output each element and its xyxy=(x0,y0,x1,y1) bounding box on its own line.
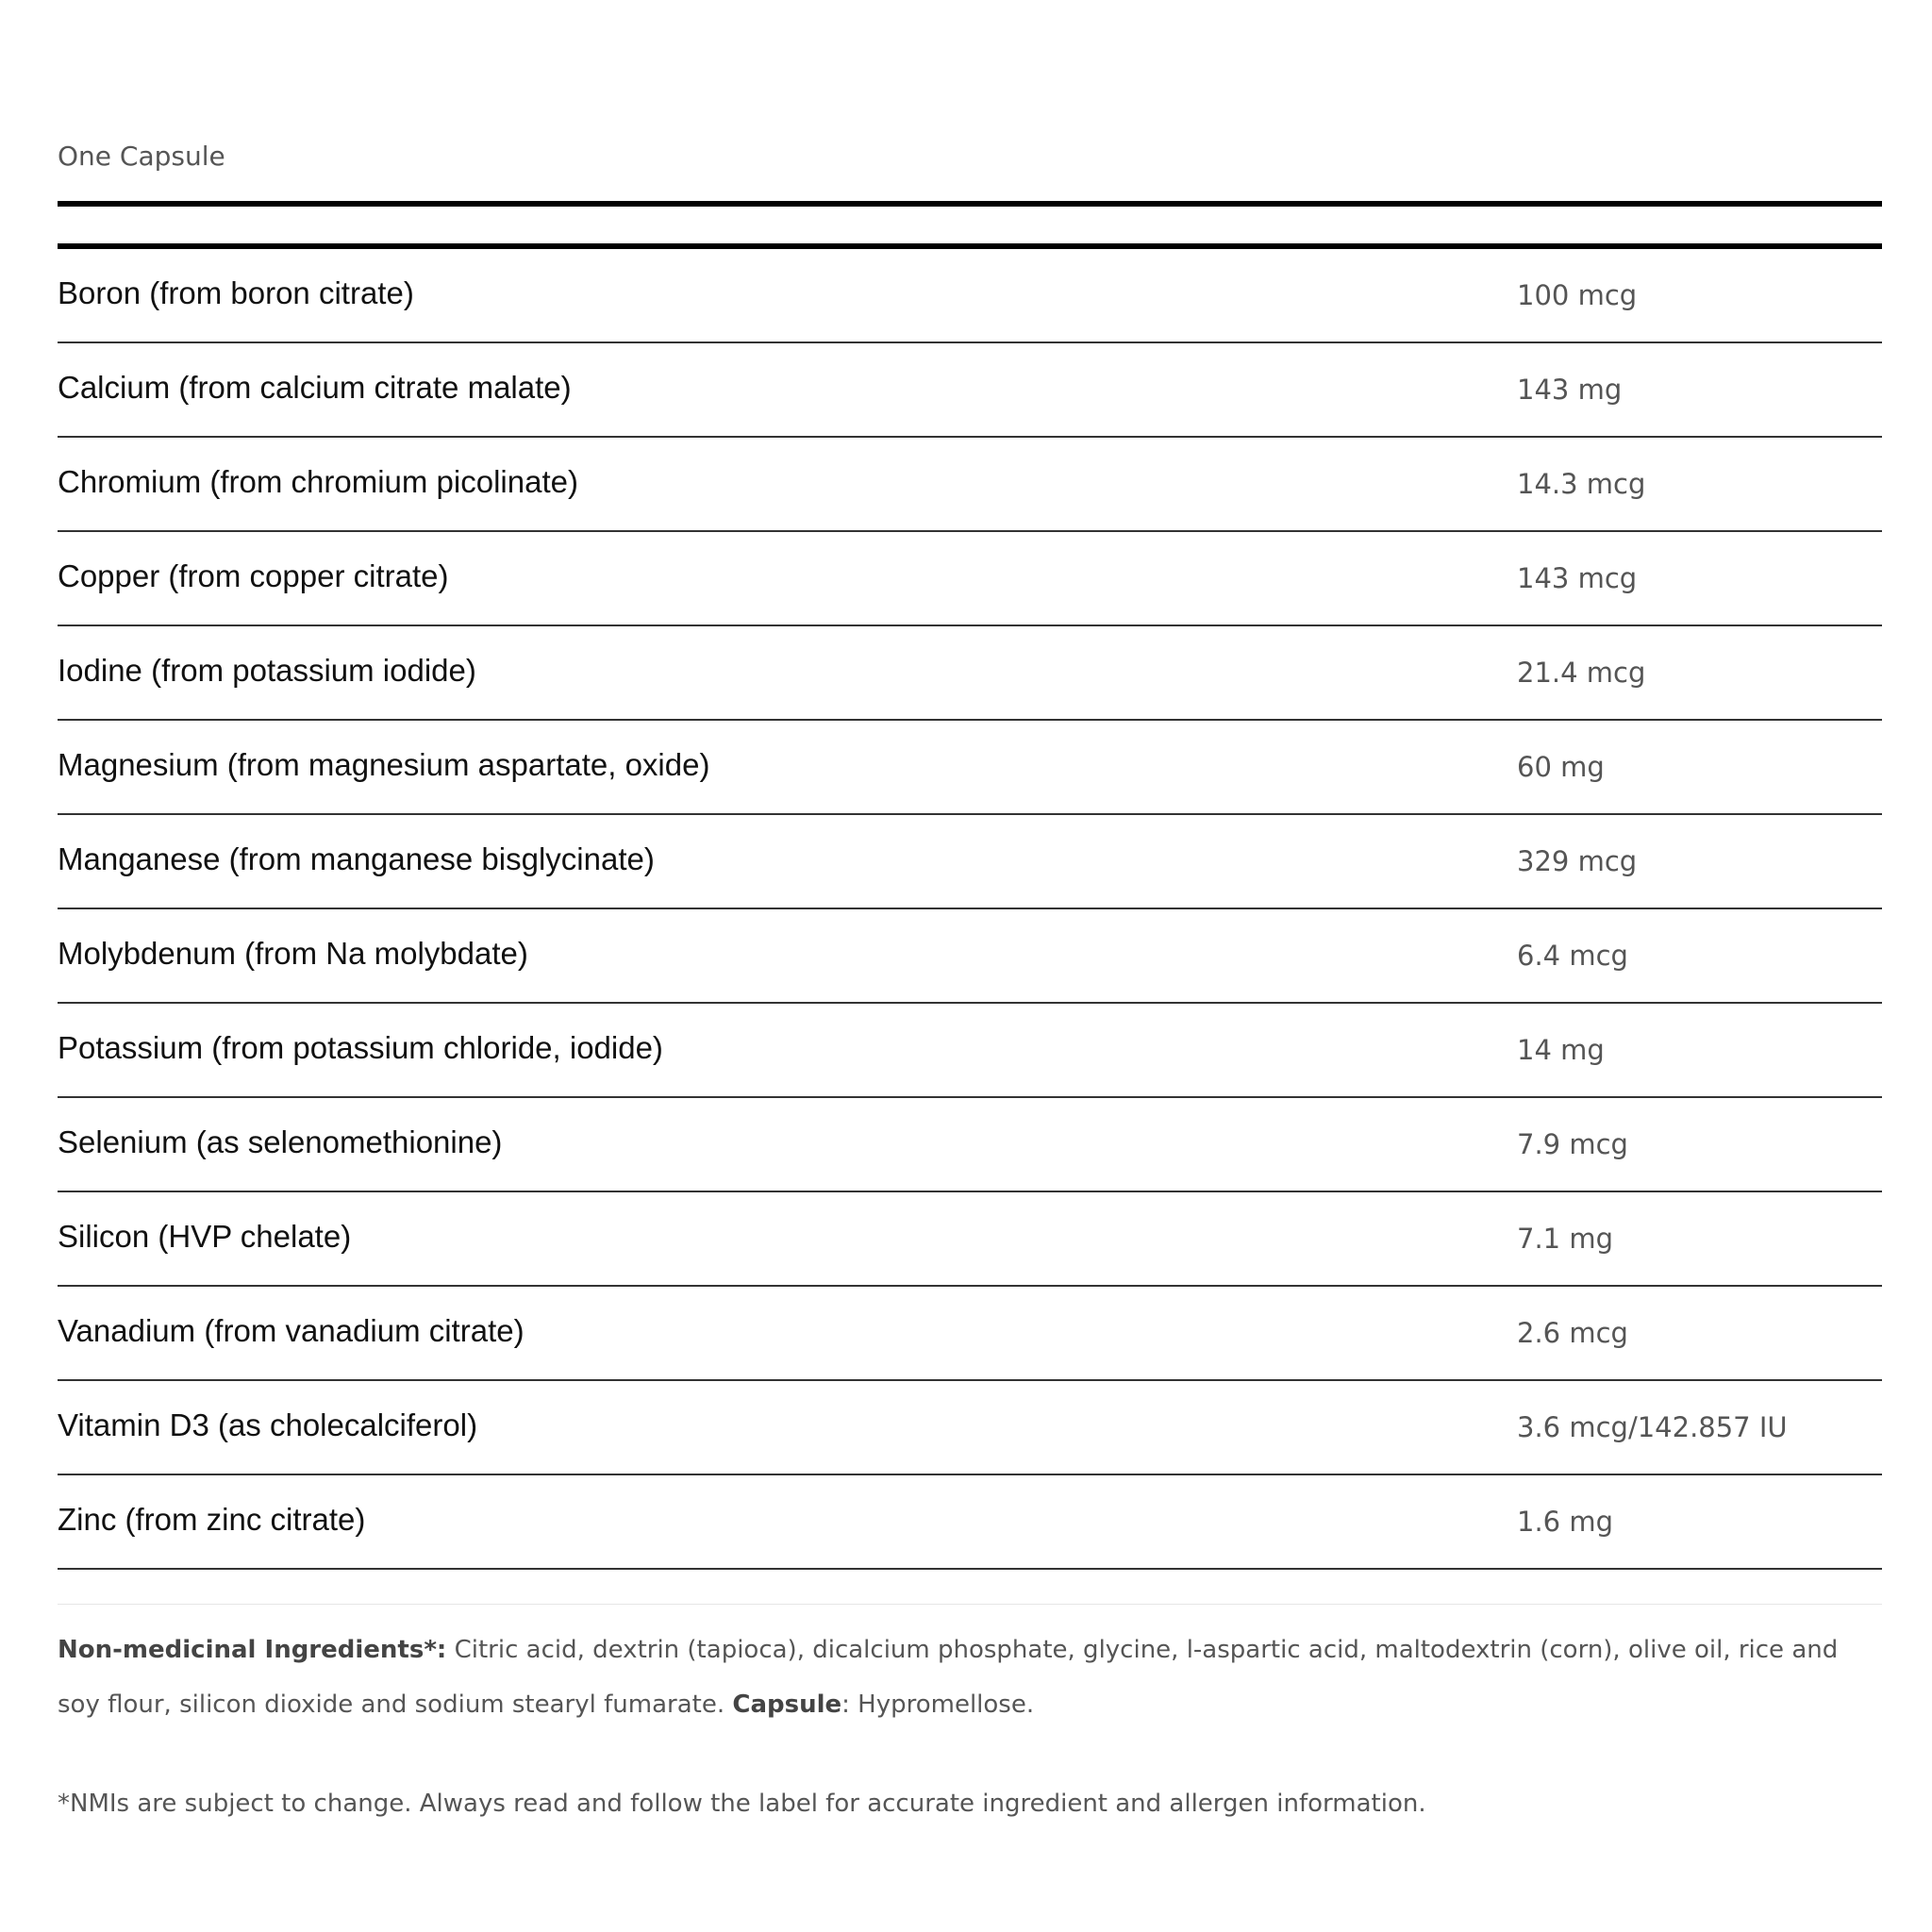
ingredient-row xyxy=(58,721,1882,815)
capsule-text: : Hypromellose. xyxy=(841,1690,1035,1719)
ingredient-amount: 3.6 mcg/142.857 IU xyxy=(1517,1411,1788,1443)
serving-size: One Capsule xyxy=(58,141,225,172)
ingredient-amount: 7.1 mg xyxy=(1517,1223,1613,1255)
ingredient-name: Selenium (as selenomethionine) xyxy=(58,1124,503,1159)
ingredient-name: Boron (from boron citrate) xyxy=(58,275,414,310)
ingredient-amount: 143 mcg xyxy=(1517,562,1638,594)
ingredient-row xyxy=(58,909,1882,1004)
ingredient-row xyxy=(58,815,1882,909)
ingredient-name: Iodine (from potassium iodide) xyxy=(58,653,476,688)
ingredient-name: Manganese (from manganese bisglycinate) xyxy=(58,841,655,876)
ingredient-row xyxy=(58,1475,1882,1570)
non-medicinal-text: Citric acid, dextrin (tapioca), dicalcium phosphate, glycine, l-aspartic acid, maltodextrin (corn), olive oil, rice and soy flour, silicon dioxide and sodium stearyl fumarate. xyxy=(58,1636,1839,1719)
ingredient-row xyxy=(58,249,1882,343)
ingredient-amount: 143 mg xyxy=(1517,374,1623,406)
header-rule-top xyxy=(58,201,1882,207)
ingredient-row xyxy=(58,1004,1882,1098)
ingredient-amount: 6.4 mcg xyxy=(1517,940,1628,972)
ingredient-amount: 60 mg xyxy=(1517,751,1605,783)
ingredient-name: Silicon (HVP chelate) xyxy=(58,1219,352,1254)
disclaimer: *NMIs are subject to change. Always read and follow the label for accurate ingredient and allergen information. xyxy=(58,1790,1426,1818)
ingredient-amount: 2.6 mcg xyxy=(1517,1317,1628,1349)
ingredient-name: Copper (from copper citrate) xyxy=(58,558,449,593)
ingredient-amount: 329 mcg xyxy=(1517,845,1638,877)
ingredient-name: Zinc (from zinc citrate) xyxy=(58,1502,366,1537)
ingredient-name: Vanadium (from vanadium citrate) xyxy=(58,1313,525,1348)
ingredient-name: Magnesium (from magnesium aspartate, oxide) xyxy=(58,747,710,782)
ingredient-amount: 14 mg xyxy=(1517,1034,1605,1066)
ingredient-row xyxy=(58,532,1882,626)
ingredient-row xyxy=(58,343,1882,438)
ingredient-row xyxy=(58,1098,1882,1192)
ingredient-name: Potassium (from potassium chloride, iodide) xyxy=(58,1030,663,1065)
non-medicinal-label: Non-medicinal Ingredients*: xyxy=(58,1636,447,1664)
capsule-label: Capsule xyxy=(732,1690,842,1719)
ingredient-row xyxy=(58,1192,1882,1287)
ingredient-amount: 7.9 mcg xyxy=(1517,1128,1628,1160)
ingredient-amount: 100 mcg xyxy=(1517,279,1638,311)
ingredient-name: Molybdenum (from Na molybdate) xyxy=(58,936,528,971)
ingredient-amount: 21.4 mcg xyxy=(1517,657,1646,689)
ingredients-table xyxy=(58,249,1882,1570)
ingredient-name: Chromium (from chromium picolinate) xyxy=(58,464,578,499)
ingredient-name: Vitamin D3 (as cholecalciferol) xyxy=(58,1407,478,1442)
ingredient-amount: 1.6 mg xyxy=(1517,1506,1613,1538)
non-medicinal-ingredients xyxy=(58,1623,1882,1732)
ingredient-row xyxy=(58,626,1882,721)
ingredient-row xyxy=(58,438,1882,532)
ingredient-amount: 14.3 mcg xyxy=(1517,468,1646,500)
ingredient-name: Calcium (from calcium citrate malate) xyxy=(58,370,572,405)
ingredient-row xyxy=(58,1381,1882,1475)
section-divider xyxy=(58,1604,1882,1605)
ingredient-row xyxy=(58,1287,1882,1381)
